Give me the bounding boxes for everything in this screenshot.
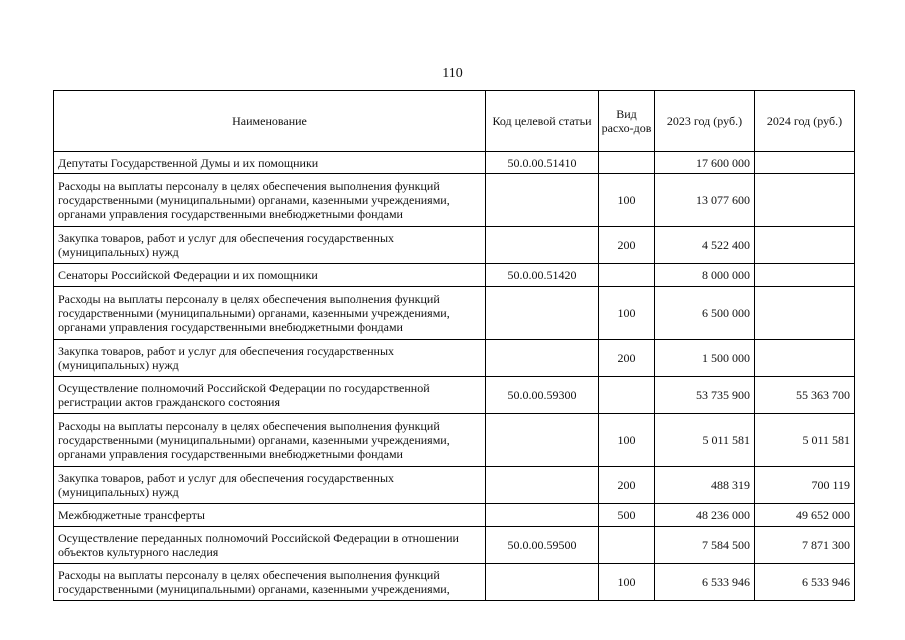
table-row [54, 174, 855, 227]
row-name: Межбюджетные трансферты [54, 504, 486, 527]
row-type [599, 377, 655, 414]
row-2023: 488 319 [655, 467, 755, 504]
row-code: 50.0.00.51420 [486, 264, 599, 287]
row-name: Расходы на выплаты персоналу в целях обеспечения выполнения функций государственными (муниципальными) органами, казенными учреждениями, органами управления государственными внебюджетными фондами [54, 287, 486, 340]
row-code [486, 227, 599, 264]
header-2024: 2024 год (руб.) [755, 91, 855, 152]
table-row [54, 264, 855, 287]
row-2024 [755, 340, 855, 377]
table-row [54, 340, 855, 377]
row-type: 200 [599, 467, 655, 504]
row-type: 100 [599, 174, 655, 227]
row-name: Закупка товаров, работ и услуг для обеспечения государственных (муниципальных) нужд [54, 467, 486, 504]
row-code: 50.0.00.59500 [486, 527, 599, 564]
row-type: 100 [599, 414, 655, 467]
table-row [54, 377, 855, 414]
row-2023: 48 236 000 [655, 504, 755, 527]
row-code [486, 414, 599, 467]
header-2023: 2023 год (руб.) [655, 91, 755, 152]
row-code [486, 174, 599, 227]
row-name: Сенаторы Российской Федерации и их помощники [54, 264, 486, 287]
row-2023: 8 000 000 [655, 264, 755, 287]
table-row [54, 414, 855, 467]
table-row [54, 227, 855, 264]
row-2023: 6 533 946 [655, 564, 755, 601]
row-2023: 5 011 581 [655, 414, 755, 467]
row-2023: 53 735 900 [655, 377, 755, 414]
table-row [54, 564, 855, 601]
row-2023: 1 500 000 [655, 340, 755, 377]
row-type [599, 152, 655, 174]
row-name: Расходы на выплаты персоналу в целях обеспечения выполнения функций государственными (муниципальными) органами, казенными учреждениями, органами управления государственными внебюджетными фондами [54, 174, 486, 227]
row-code [486, 504, 599, 527]
row-code [486, 340, 599, 377]
row-2024: 49 652 000 [755, 504, 855, 527]
row-name: Закупка товаров, работ и услуг для обеспечения государственных (муниципальных) нужд [54, 227, 486, 264]
row-type: 500 [599, 504, 655, 527]
header-type: Вид расхо-дов [599, 91, 655, 152]
row-type [599, 264, 655, 287]
row-code [486, 564, 599, 601]
row-name: Расходы на выплаты персоналу в целях обеспечения выполнения функций государственными (муниципальными) органами, казенными учреждениями, органами управления государственными внебюджетными фондами [54, 414, 486, 467]
row-code [486, 287, 599, 340]
row-2024: 6 533 946 [755, 564, 855, 601]
row-2024 [755, 174, 855, 227]
row-name: Осуществление переданных полномочий Российской Федерации в отношении объектов культурного наследия [54, 527, 486, 564]
row-2024: 55 363 700 [755, 377, 855, 414]
table-row [54, 152, 855, 174]
budget-table [53, 90, 855, 601]
table-row [54, 467, 855, 504]
row-2023: 13 077 600 [655, 174, 755, 227]
table-row [54, 287, 855, 340]
row-2024: 7 871 300 [755, 527, 855, 564]
row-type [599, 527, 655, 564]
row-2023: 17 600 000 [655, 152, 755, 174]
row-name: Депутаты Государственной Думы и их помощники [54, 152, 486, 174]
table-header-row [54, 91, 855, 152]
row-name: Закупка товаров, работ и услуг для обеспечения государственных (муниципальных) нужд [54, 340, 486, 377]
header-code: Код целевой статьи [486, 91, 599, 152]
row-2024 [755, 264, 855, 287]
row-2023: 4 522 400 [655, 227, 755, 264]
row-2024 [755, 287, 855, 340]
row-2023: 7 584 500 [655, 527, 755, 564]
header-name: Наименование [54, 91, 486, 152]
row-name: Расходы на выплаты персоналу в целях обеспечения выполнения функций государственными (муниципальными) органами, казенными учреждениями, [54, 564, 486, 601]
row-code [486, 467, 599, 504]
page-number: 110 [442, 66, 463, 81]
row-type: 100 [599, 287, 655, 340]
row-code: 50.0.00.59300 [486, 377, 599, 414]
row-type: 200 [599, 227, 655, 264]
row-type: 200 [599, 340, 655, 377]
row-code: 50.0.00.51410 [486, 152, 599, 174]
row-2024 [755, 227, 855, 264]
row-type: 100 [599, 564, 655, 601]
row-2024: 700 119 [755, 467, 855, 504]
row-name: Осуществление полномочий Российской Федерации по государственной регистрации актов гражданского состояния [54, 377, 486, 414]
row-2024: 5 011 581 [755, 414, 855, 467]
row-2023: 6 500 000 [655, 287, 755, 340]
table-row [54, 527, 855, 564]
table-row [54, 504, 855, 527]
row-2024 [755, 152, 855, 174]
